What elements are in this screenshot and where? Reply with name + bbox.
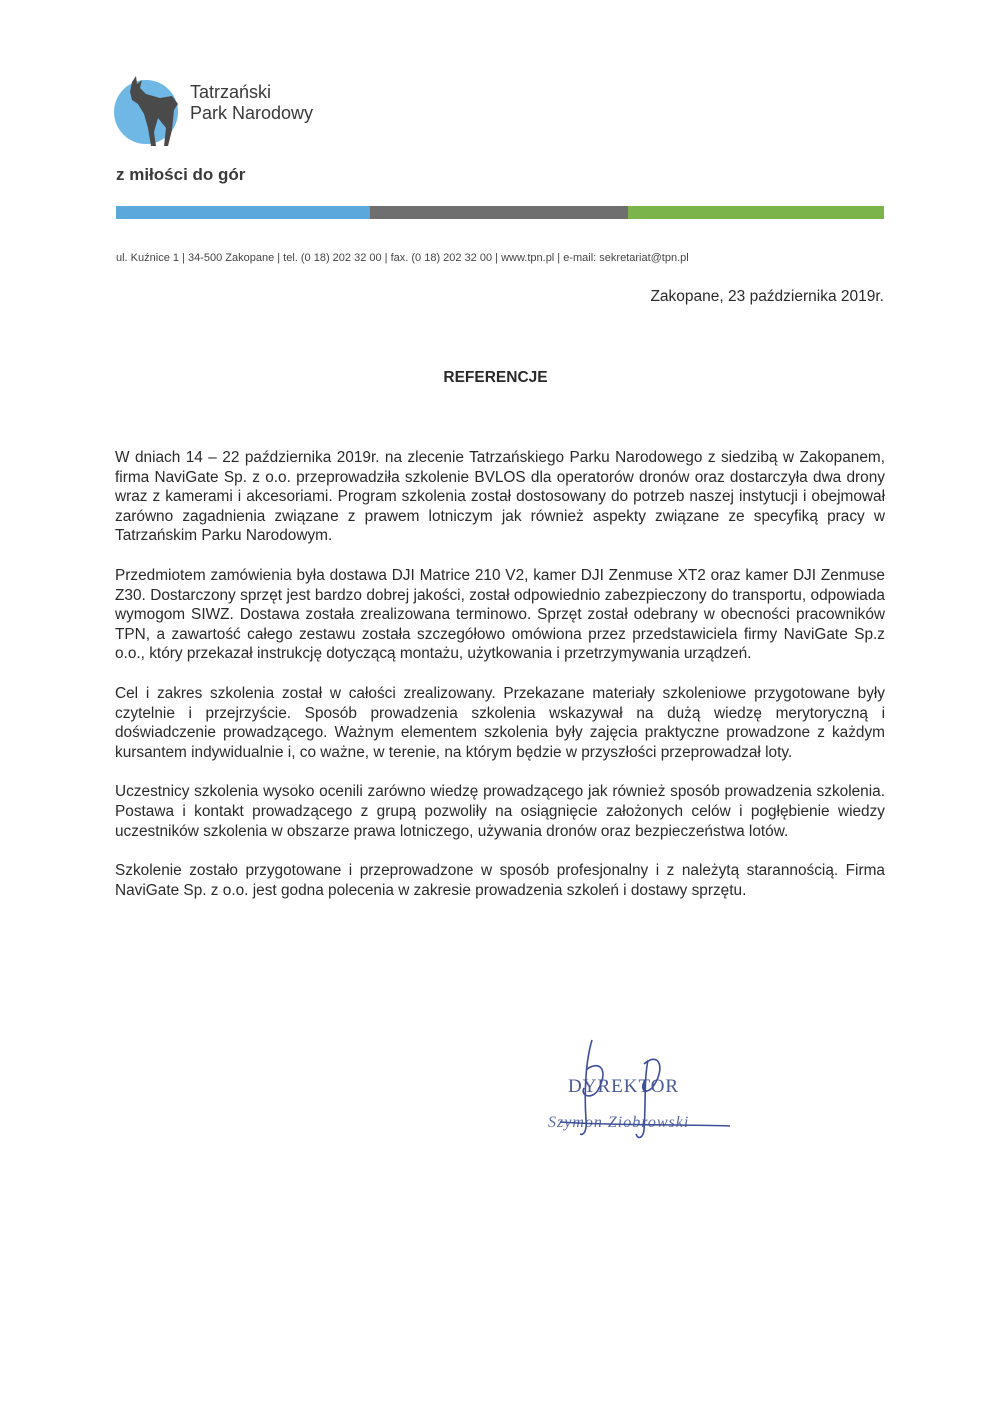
address-line: ul. Kuźnice 1 | 34-500 Zakopane | tel. (0 18) 202 32 00 | fax. (0 18) 202 32 00 | www.tpn.pl | e-mail: sekretariat@tpn.pl — [116, 252, 689, 264]
director-signature-stamp — [540, 1030, 760, 1150]
paragraph: Przedmiotem zamówienia była dostawa DJI Matrice 210 V2, kamer DJI Zenmuse XT2 oraz kamer DJI Zenmuse Z30. Dostarczony sprzęt jest bardzo dobrej jakości, został odpowiednio zabezpieczony do transportu, odpowiada wymogom SIWZ. Dostawa została zrealizowana terminowo. Sprzęt został odebrany w obecności pracowników TPN, a zawartość całego zestawu została szczegółowo omówiona przez przedstawiciela firmy NaviGate Sp.z o.o., który przekazał instrukcję dotyczącą montażu, użytkowania i przetrzymywania urządzeń. — [115, 566, 885, 663]
letterhead-color-bar — [116, 206, 884, 219]
document-title: REFERENCJE — [443, 369, 548, 386]
paragraph: W dniach 14 – 22 października 2019r. na zlecenie Tatrzańskiego Parku Narodowego z siedzibą w Zakopanem, firma NaviGate Sp. z o.o. przeprowadziła szkolenie BVLOS dla operatorów dronów oraz dostarczyła dwa drony wraz z kamerami i akcesoriami. Program szkolenia został dostosowany do potrzeb naszej instytucji i obejmował zarówno zagadnienia związane z prawem lotniczym jak również aspekty związane ze specyfiką pracy w Tatrzańskim Parku Narodowym. — [115, 449, 885, 545]
tagline: z miłości do gór — [116, 165, 246, 184]
letter-body — [115, 448, 885, 920]
stamp-name: Szymon Ziobrowski — [548, 1114, 690, 1131]
color-bar-blue — [116, 206, 370, 219]
paragraph: Szkolenie zostało przygotowane i przeprowadzone w sposób profesjonalny i z należytą starannością. Firma NaviGate Sp. z o.o. jest godna polecenia w zakresie prowadzenia szkoleń i dostawy sprzętu. — [115, 862, 885, 899]
organization-name — [190, 82, 313, 124]
chamois-mountain-logo-icon — [112, 74, 184, 150]
paragraph: Cel i zakres szkolenia został w całości zrealizowany. Przekazane materiały szkoleniowe przygotowane były czytelnie i przejrzyście. Sposób prowadzenia szkolenia wskazywał na dużą wiedzę merytoryczną i doświadczenie prowadzącego. Ważnym elementem szkolenia były zajęcia praktyczne prowadzone z każdym kursantem indywidualnie i, co ważne, w terenie, na którym będzie w przyszłości przeprowadzał loty. — [115, 684, 885, 761]
handwritten-signature-icon — [540, 1030, 760, 1150]
paragraph: Uczestnicy szkolenia wysoko ocenili zarówno wiedzę prowadzącego jak również sposób prowadzenia szkolenia. Postawa i kontakt prowadzącego z grupą pozwoliły na osiągnięcie założonych celów i pogłębienie wiedzy uczestników szkolenia w obszarze prawa lotniczego, używania dronów oraz bezpieczeństwa lotów. — [115, 783, 885, 840]
stamp-title: DYREKTOR — [568, 1076, 680, 1097]
organization-name-line2: Park Narodowy — [190, 103, 314, 123]
organization-name-line1: Tatrzański — [190, 82, 272, 102]
place-and-date: Zakopane, 23 października 2019r. — [650, 288, 884, 305]
park-logo — [112, 74, 184, 150]
color-bar-green — [628, 206, 884, 219]
color-bar-gray — [370, 206, 628, 219]
